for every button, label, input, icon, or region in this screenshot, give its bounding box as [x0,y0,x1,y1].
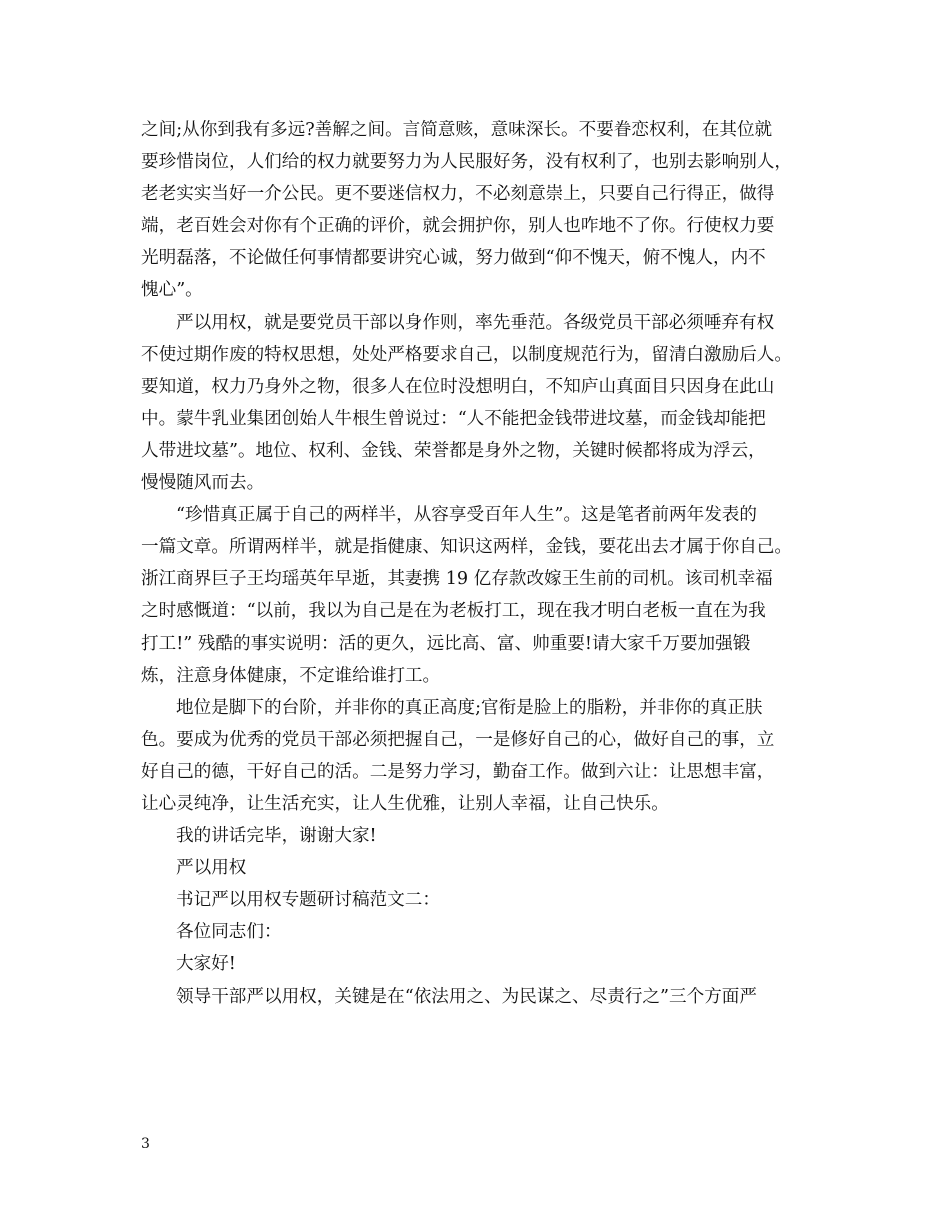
page-number: 3 [141,1136,150,1152]
text-line: 严以用权 [176,858,247,879]
text-line: 不使过期作废的特权思想，处处严格要求自己，以制度规范行为，留清白激励后人。 [141,344,792,365]
text-line: 人带进坟墓”。地位、权利、金钱、荣誉都是身外之物，关键时候都将成为浮云， [141,440,766,461]
text-line: 炼，注意身体健康，不定谁给谁打工。 [141,665,441,686]
text-line: 大家好! [176,954,236,975]
text-line: 各位同志们： [176,922,282,943]
text-line: 端，老百姓会对你有个正确的评价，就会拥护你，别人也咋地不了你。行使权力要 [141,216,775,237]
text-line: 我的讲话完毕，谢谢大家! [176,826,377,847]
text-line: “珍惜真正属于自己的两样半，从容享受百年人生”。这是笔者前两年发表的 [176,505,757,526]
text-line: 中。蒙牛乳业集团创始人牛根生曾说过：“人不能把金钱带进坟墓，而金钱却能把 [141,408,766,429]
text-line: 打工!” 残酷的事实说明：活的更久，远比高、富、帅重要!请大家千万要加强锻 [141,633,751,654]
text-line: 一篇文章。所谓两样半，就是指健康、知识这两样，金钱，要花出去才属于你自己。 [141,537,792,558]
document-body [141,114,811,1013]
text-line: 让心灵纯净，让生活充实，让人生优雅，让别人幸福，让自己快乐。 [141,793,669,814]
text-line: 之间;从你到我有多远?善解之间。言简意赅，意味深长。不要眷恋权利，在其位就 [141,120,773,140]
text-line: 地位是脚下的台阶，并非你的真正高度;官衔是脸上的脂粉，并非你的真正肤 [176,697,763,718]
text-line: 要知道，权力乃身外之物，很多人在位时没想明白，不知庐山真面目只因身在此山 [141,376,775,397]
text-line: 浙江商界巨子王均瑶英年早逝，其妻携 19 亿存款改嫁王生前的司机。该司机幸福 [141,569,773,590]
text-line: 色。要成为优秀的党员干部必须把握自己，一是修好自己的心，做好自己的事，立 [141,729,775,750]
text-line: 好自己的德，干好自己的活。二是努力学习，勤奋工作。做到六让：让思想丰富， [141,761,775,782]
text-line: 光明磊落，不论做任何事情都要讲究心诚，努力做到“仰不愧天，俯不愧人，内不 [141,248,766,269]
text-line: 愧心”。 [141,280,203,301]
text-line: 书记严以用权专题研讨稿范文二： [176,890,440,911]
text-line: 领导干部严以用权，关键是在“依法用之、为民谋之、尽责行之”三个方面严 [176,986,757,1007]
text-line: 要珍惜岗位，人们给的权力就要努力为人民服好务，没有权利了，也别去影响别人， [141,152,792,173]
text-line: 老老实实当好一介公民。更不要迷信权力，不必刻意崇上，只要自己行得正，做得 [141,184,775,205]
text-line: 慢慢随风而去。 [141,473,265,494]
text-line: 之时感慨道：“以前，我以为自己是在为老板打工，现在我才明白老板一直在为我 [141,601,766,622]
text-line: 严以用权，就是要党员干部以身作则，率先垂范。各级党员干部必须唾弃有权 [176,312,775,333]
